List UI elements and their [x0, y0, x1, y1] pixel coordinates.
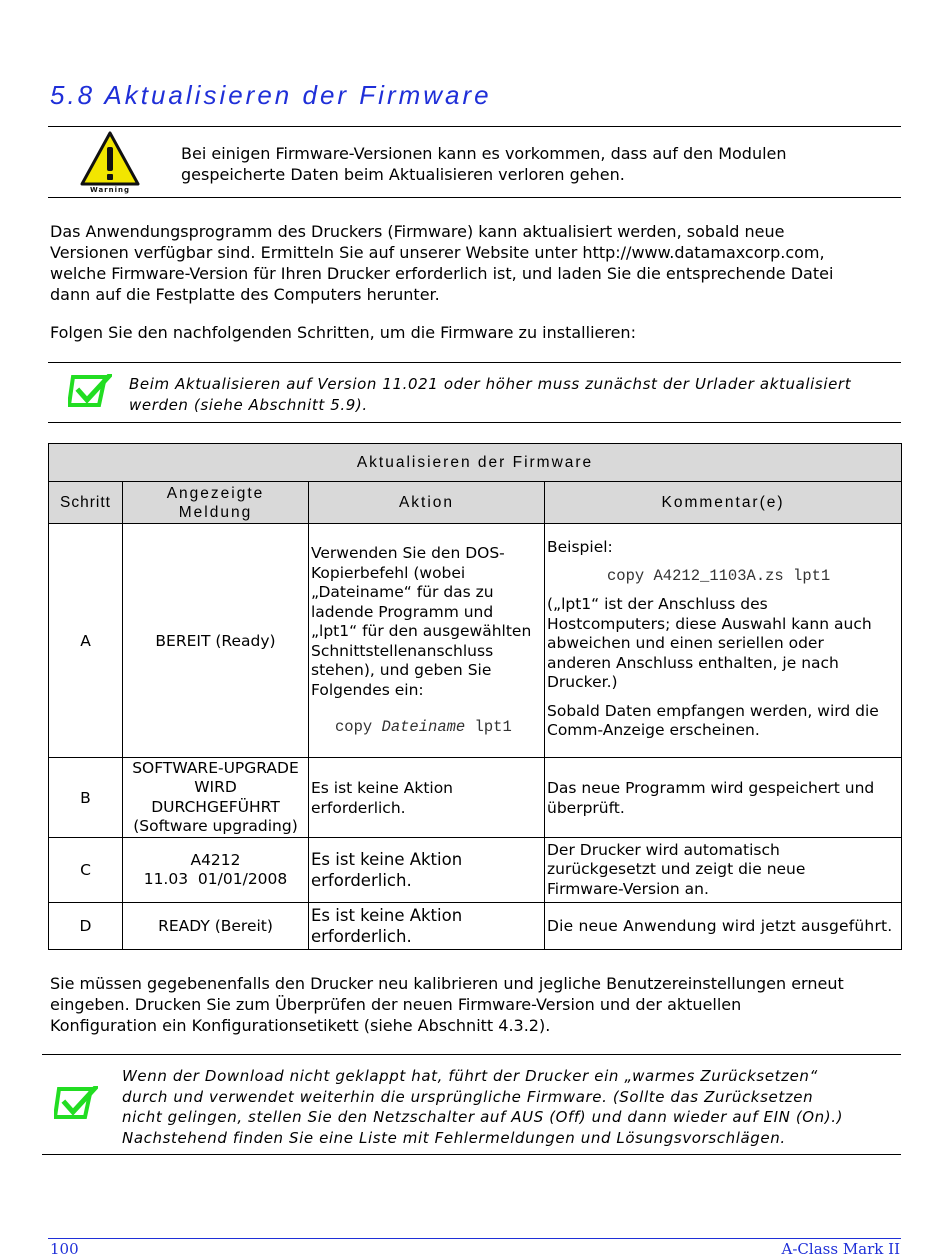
action-line: Schnittstellenanschluss	[311, 641, 494, 660]
action-line: ladende Programm und	[311, 602, 494, 621]
comment-tail	[547, 702, 899, 741]
comment-line: anderen Anschluss enthalten, je nach	[547, 653, 839, 672]
comment-cell	[545, 524, 902, 758]
comment-cell	[545, 838, 902, 903]
message-cell	[123, 838, 309, 903]
warning-line: Bei einigen Firmware-Versionen kann es vorkommen, dass auf den Modulen	[181, 144, 787, 163]
rule	[42, 1054, 901, 1055]
comment-line: Firmware-Version an.	[547, 879, 709, 898]
intro-line: dann auf die Festplatte des Computers herunter.	[50, 285, 440, 304]
table-header-row	[49, 482, 902, 524]
command-suffix: lpt1	[465, 718, 512, 736]
action-line: „lpt1“ für den ausgewählten	[311, 622, 532, 640]
note-text	[129, 374, 851, 415]
header-action: Aktion	[309, 482, 545, 524]
message-line: (Software upgrading)	[133, 817, 298, 835]
action-line: Kopierbefehl (wobei	[311, 563, 466, 582]
table-row	[49, 524, 902, 758]
comment-cell	[545, 758, 902, 838]
header-comment: Kommentar(e)	[545, 482, 902, 524]
section-heading: 5.8 Aktualisieren der Firmware	[50, 80, 492, 110]
after-line: Konfiguration ein Konfigurationsetikett (siehe Abschnitt 4.3.2).	[50, 1016, 551, 1035]
note-line: werden (siehe Abschnitt 5.9).	[129, 395, 368, 414]
action-line: Es ist keine Aktion	[311, 778, 454, 797]
comment-line: überprüft.	[547, 798, 625, 817]
action-line: erforderlich.	[311, 798, 406, 817]
intro-line: Versionen verfügbar sind. Ermitteln Sie auf unserer Website unter http://www.datamaxcorp.com,	[50, 243, 825, 262]
warning-line: gespeicherte Daten beim Aktualisieren verloren gehen.	[181, 165, 625, 184]
action-cell	[309, 524, 545, 758]
action-command	[311, 718, 542, 738]
comment-line: Drucker.)	[547, 673, 618, 691]
step-cell: A	[49, 524, 123, 758]
table-row	[49, 838, 902, 903]
message-line: WIRD	[194, 778, 237, 796]
message-cell: READY (Bereit)	[123, 903, 309, 950]
comment-label: Beispiel:	[547, 538, 613, 556]
rule	[48, 197, 901, 198]
message-line: DURCHGEFÜHRT	[151, 797, 280, 816]
header-message-line: Meldung	[178, 503, 253, 521]
message-line: 11.03 01/01/2008	[143, 870, 288, 888]
product-name: A-Class Mark II	[781, 1240, 900, 1258]
message-cell	[123, 758, 309, 838]
comment-line: zurückgesetzt und zeigt die neue	[547, 860, 806, 879]
firmware-table	[48, 443, 902, 950]
table-title: Aktualisieren der Firmware	[49, 444, 902, 482]
action-line: Folgendes ein:	[311, 680, 424, 699]
table-row	[49, 903, 902, 950]
comment-line: Der Drucker wird automatisch	[547, 840, 780, 859]
action-line: stehen), und geben Sie	[311, 661, 492, 679]
comment-line: Das neue Programm wird gespeichert und	[547, 778, 875, 797]
comment-line: Hostcomputers; diese Auswahl kann auch	[547, 614, 872, 633]
note-line: nicht gelingen, stellen Sie den Netzschalter auf AUS (Off) und dann wieder auf EIN (On).)	[122, 1108, 844, 1126]
after-line: eingeben. Drucken Sie zum Überprüfen der neuen Firmware-Version und der aktuellen	[50, 995, 742, 1014]
action-line: erforderlich.	[311, 927, 412, 946]
comment-line: Sobald Daten empfangen werden, wird die	[547, 701, 879, 720]
comment-line: Comm-Anzeige erscheinen.	[547, 721, 760, 739]
header-message	[123, 482, 309, 524]
action-cell	[309, 903, 545, 950]
command-variable: Dateiname	[381, 718, 466, 736]
table-title-row	[49, 444, 902, 482]
step-cell: D	[49, 903, 123, 950]
note-line: Wenn der Download nicht geklappt hat, führt der Drucker ein „warmes Zurücksetzen“	[122, 1067, 818, 1085]
warning-text	[181, 143, 787, 185]
comment-cell: Die neue Anwendung wird jetzt ausgeführt.	[545, 903, 902, 950]
action-line: „Dateiname“ für das zu	[311, 583, 494, 601]
step-cell: B	[49, 758, 123, 838]
action-line: Es ist keine Aktion	[311, 850, 463, 869]
header-message-line: Angezeigte	[166, 484, 265, 502]
after-paragraph	[50, 973, 844, 1036]
message-line: SOFTWARE-UPGRADE	[132, 758, 299, 777]
footer-rule	[48, 1238, 901, 1239]
header-step: Schritt	[49, 482, 123, 524]
intro-line: welche Firmware-Version für Ihren Drucker erforderlich ist, und laden Sie die entsprechende Datei	[50, 264, 834, 283]
note-line: Nachstehend finden Sie eine Liste mit Fehlermeldungen und Lösungsvorschlägen.	[122, 1128, 786, 1147]
rule	[48, 362, 901, 363]
comment-command: copy A4212_1103A.zs lpt1	[607, 566, 831, 585]
warning-icon	[78, 130, 142, 194]
action-cell	[309, 838, 545, 903]
action-line: Verwenden Sie den DOS-	[311, 544, 505, 562]
table-row	[49, 758, 902, 838]
note-text	[122, 1066, 843, 1148]
action-line: erforderlich.	[311, 871, 412, 890]
rule	[48, 126, 901, 127]
action-cell	[309, 758, 545, 838]
check-icon	[54, 1086, 98, 1120]
step-cell: C	[49, 838, 123, 903]
rule	[48, 422, 901, 423]
check-icon	[68, 374, 112, 408]
note-line: Beim Aktualisieren auf Version 11.021 oder höher muss zunächst der Urlader aktualisiert	[129, 375, 852, 393]
comment-line: („lpt1“ ist der Anschluss des	[547, 595, 768, 613]
intro-paragraph	[50, 221, 833, 305]
warning-icon-label: Warning	[89, 186, 131, 194]
command-prefix: copy	[335, 718, 382, 736]
after-line: Sie müssen gegebenenfalls den Drucker neu kalibrieren und jegliche Benutzereinstellungen erneut	[50, 974, 844, 993]
message-cell: BEREIT (Ready)	[123, 524, 309, 758]
steps-intro: Folgen Sie den nachfolgenden Schritten, um die Firmware zu installieren:	[50, 323, 636, 342]
action-line: Es ist keine Aktion	[311, 906, 463, 925]
comment-line: abweichen und einen seriellen oder	[547, 634, 824, 652]
comment-body	[547, 595, 899, 693]
message-line: A4212	[190, 850, 241, 869]
note-line: durch und verwendet weiterhin die ursprüngliche Firmware. (Sollte das Zurücksetzen	[122, 1087, 814, 1106]
page-number: 100	[50, 1240, 79, 1258]
intro-line: Das Anwendungsprogramm des Druckers (Firmware) kann aktualisiert werden, sobald neue	[50, 222, 785, 241]
rule	[42, 1154, 901, 1155]
